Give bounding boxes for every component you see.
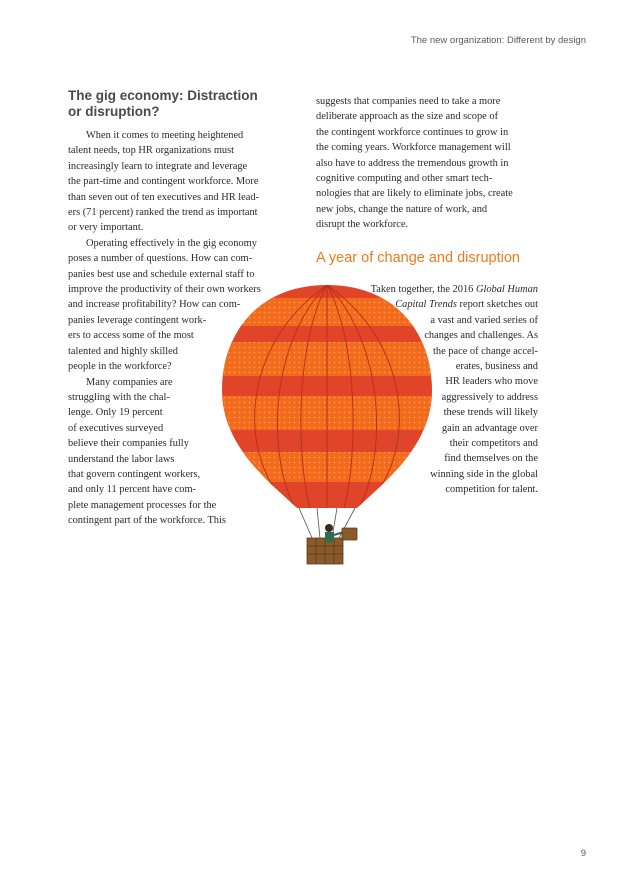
text-line: a vast and varied series of	[430, 314, 538, 326]
text-line: the part-time and contingent workforce. More	[68, 176, 259, 188]
text-line: understand the labor laws	[68, 453, 175, 465]
text-line: panies leverage contingent work-	[68, 314, 207, 326]
suitcase	[342, 528, 357, 540]
text-run: report sketches out	[456, 299, 538, 311]
text-line: talented and highly skilled	[68, 345, 178, 357]
text-line: increasingly learn to integrate and leverage	[68, 160, 248, 172]
text-line: competition for talent.	[445, 484, 538, 496]
text-line: talent needs, top HR organizations must	[68, 145, 235, 157]
section-heading-gig-economy	[68, 88, 278, 120]
text-line: cognitive computing and other smart tech-	[316, 173, 493, 185]
running-header: The new organization: Different by design	[410, 35, 586, 46]
text-line: When it comes to meeting heightened	[86, 130, 244, 141]
text-line: people in the workforce?	[68, 361, 172, 373]
text-line: that govern contingent workers,	[68, 468, 201, 480]
text-line: improve the productivity of their own workers	[68, 284, 261, 296]
text-line: and increase profitability? How can com-	[68, 299, 241, 311]
hot-air-balloon-illustration	[217, 280, 437, 580]
text-line: Operating effectively in the gig economy	[86, 237, 257, 249]
text-line: aggressively to address	[441, 391, 538, 403]
text-line: panies best use and schedule external staff to	[68, 268, 255, 280]
text-line: their competitors and	[449, 438, 538, 450]
text-line: than seven out of ten executives and HR lead-	[68, 191, 260, 203]
text-line: disrupt the workforce.	[316, 219, 409, 231]
text-line: contingent part of the workforce. This	[68, 515, 226, 527]
text-line: plete management processes for the	[68, 499, 217, 511]
text-line: struggling with the chal-	[68, 391, 170, 403]
right-column-continued-text	[316, 94, 538, 233]
text-line: deliberate approach as the size and scope of	[316, 111, 499, 123]
section-heading-change-disruption: A year of change and disruption	[316, 250, 520, 266]
text-run: Taken together, the 2016	[370, 284, 476, 295]
text-line: new jobs, change the nature of work, and	[316, 203, 488, 215]
text-line: and only 11 percent have com-	[68, 484, 197, 496]
heading-line-2: or disruption?	[68, 104, 160, 119]
italic-report-title: Global Human	[475, 284, 538, 295]
heading-line-1: The gig economy: Distraction	[68, 88, 258, 103]
text-line: lenge. Only 19 percent	[68, 407, 163, 419]
text-line: also have to address the tremendous growth in	[316, 157, 509, 169]
italic-report-title: Capital Trends	[395, 299, 457, 311]
text-line: of executives surveyed	[68, 422, 164, 434]
text-line: erates, business and	[455, 361, 538, 373]
text-line: these trends will likely	[443, 407, 538, 419]
text-line: gain an advantage over	[441, 422, 538, 434]
text-line: Many companies are	[86, 376, 173, 388]
text-line: ers (71 percent) ranked the trend as important	[68, 207, 258, 219]
text-line: or very important.	[68, 222, 144, 234]
text-line: find themselves on the	[444, 453, 538, 465]
text-line: changes and challenges. As	[424, 330, 538, 342]
text-line: the coming years. Workforce management will	[316, 142, 511, 154]
text-line: suggests that companies need to take a more	[316, 96, 501, 107]
text-line: poses a number of questions. How can com-	[68, 253, 253, 265]
text-line: nologies that are likely to eliminate jobs, create	[316, 188, 513, 200]
text-line: the contingent workforce continues to grow in	[316, 126, 509, 138]
text-line: winning side in the global	[430, 468, 538, 480]
text-line: HR leaders who move	[445, 376, 538, 388]
text-line: the pace of change accel-	[433, 345, 538, 357]
text-line: ers to access some of the most	[68, 330, 194, 342]
text-line: believe their companies fully	[68, 438, 189, 450]
page-number: 9	[580, 848, 586, 859]
